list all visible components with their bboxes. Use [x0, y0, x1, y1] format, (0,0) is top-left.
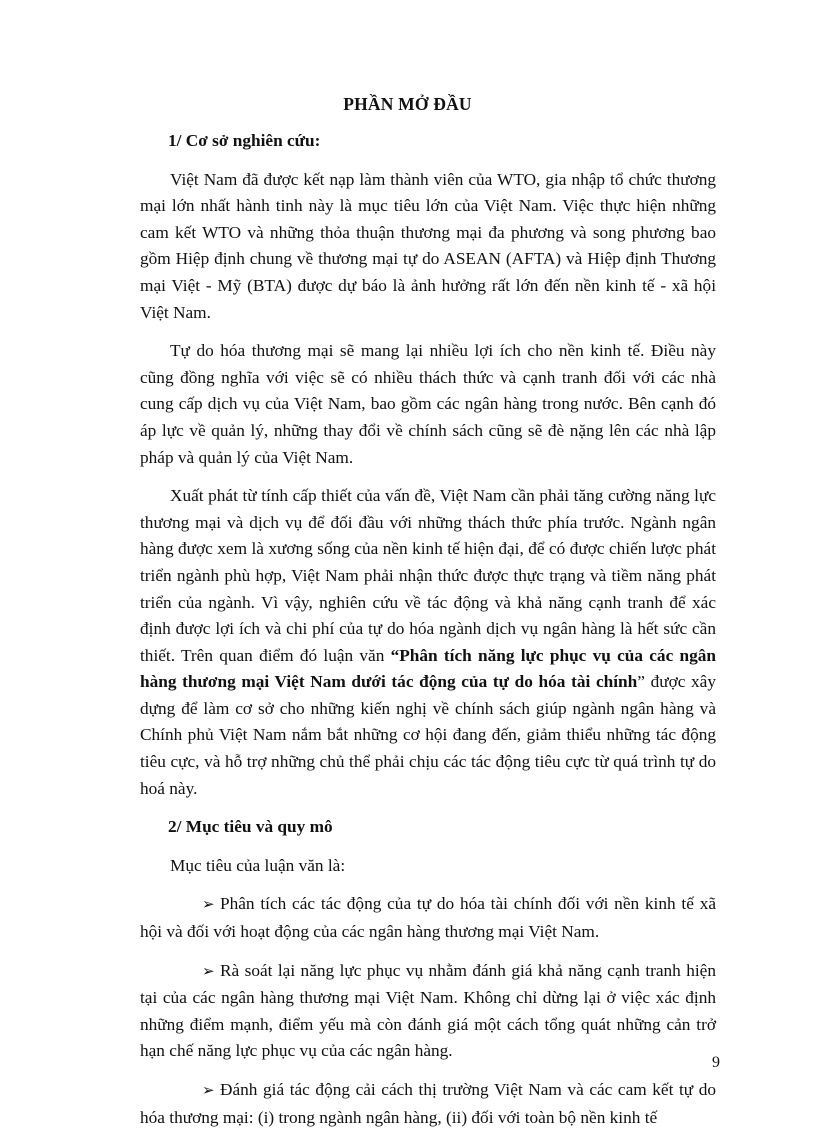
paragraph-3-text-before: Xuất phát từ tính cấp thiết của vấn đề, Việt Nam cần phải tăng cường năng lực thương mại và dịch vụ để đối đầu với những thách thức phía trước. Ngành ngân hàng được xem là xương sống của nền kinh tế hiện đại, để có được chiến lược phát triển ngành phù hợp, Việt Nam phải nhận thức được thực trạng và tiềm năng phát triển của ngành. Vì vậy, nghiên cứu về tác động và khả năng cạnh tranh để xác định được lợi ích và chi phí của tự do hóa ngành dịch vụ ngân hàng là hết sức cần thiết. Trên quan điểm đó luận văn — [140, 486, 716, 665]
bullet-item-2 — [140, 958, 716, 1065]
page-title: PHẦN MỞ ĐẦU — [343, 94, 472, 114]
bullet-item-1 — [140, 891, 716, 945]
section-heading-objectives: 2/ Mục tiêu và quy mô — [168, 817, 333, 837]
document-body — [140, 128, 716, 1143]
bullet-item-3 — [140, 1077, 716, 1131]
paragraph-2: Tự do hóa thương mại sẽ mang lại nhiều lợi ích cho nền kinh tế. Điều này cũng đồng nghĩa với việc sẽ có nhiều thách thức và cạnh tranh đối với các nhà cung cấp dịch vụ của Việt Nam, bao gồm các ngân hàng trong nước. Bên cạnh đó áp lực về quản lý, những thay đổi về chính sách cũng sẽ đè nặng lên các nhà lập pháp và quản lý của Việt Nam. — [140, 341, 716, 467]
arrow-bullet-icon: ➢ — [202, 1083, 215, 1099]
paragraph-1: Việt Nam đã được kết nạp làm thành viên của WTO, gia nhập tổ chức thương mại lớn nhất hành tinh này là mục tiêu lớn của Việt Nam. Việc thực hiện những cam kết WTO và những thỏa thuận thương mại đa phương và song phương bao gồm Hiệp định chung về thương mại tự do ASEAN (AFTA) và Hiệp định Thương mại Việt - Mỹ (BTA) được dự báo là ảnh hưởng rất lớn đến nền kinh tế - xã hội Việt Nam. — [140, 169, 716, 322]
section-heading-research-basis: 1/ Cơ sở nghiên cứu: — [168, 131, 321, 150]
thesis-title: “Phân tích năng lực phục vụ của các ngân hàng thương mại Việt Nam dưới tác động của tự do hóa tài chính — [140, 645, 716, 692]
objectives-intro: Mục tiêu của luận văn là: — [170, 855, 346, 875]
bullet-text-1: Phân tích các tác động của tự do hóa tài chính đối với nền kinh tế xã hội và đối với hoạt động của các ngân hàng thương mại Việt Nam. — [140, 894, 716, 942]
bullet-text-3: Đánh giá tác động cải cách thị trường Việt Nam và các cam kết tự do hóa thương mại: (i) trong ngành ngân hàng, (ii) đối với toàn bộ nền kinh tế — [140, 1080, 716, 1127]
paragraph-3-text-after: ” được xây dựng để làm cơ sở cho những kiến nghị về chính sách giúp ngành ngân hàng và Chính phủ Việt Nam nắm bắt những cơ hội đang đến, giảm thiểu những tác động tiêu cực, và hỗ trợ những chủ thể phải chịu các tác động tiêu cực từ quá trình tự do hoá này. — [140, 672, 716, 798]
paragraph-3 — [140, 483, 716, 802]
arrow-bullet-icon: ➢ — [202, 897, 215, 914]
bullet-text-2: Rà soát lại năng lực phục vụ nhằm đánh giá khả năng cạnh tranh hiện tại của các ngân hàng thương mại Việt Nam. Không chỉ dừng lại ở việc xác định những điểm mạnh, điểm yếu mà còn đánh giá một cách tổng quát những cản trở hạn chế năng lực phục vụ của các ngân hàng. — [140, 960, 716, 1061]
arrow-bullet-icon: ➢ — [202, 963, 215, 980]
page-number: 9 — [712, 1054, 720, 1071]
